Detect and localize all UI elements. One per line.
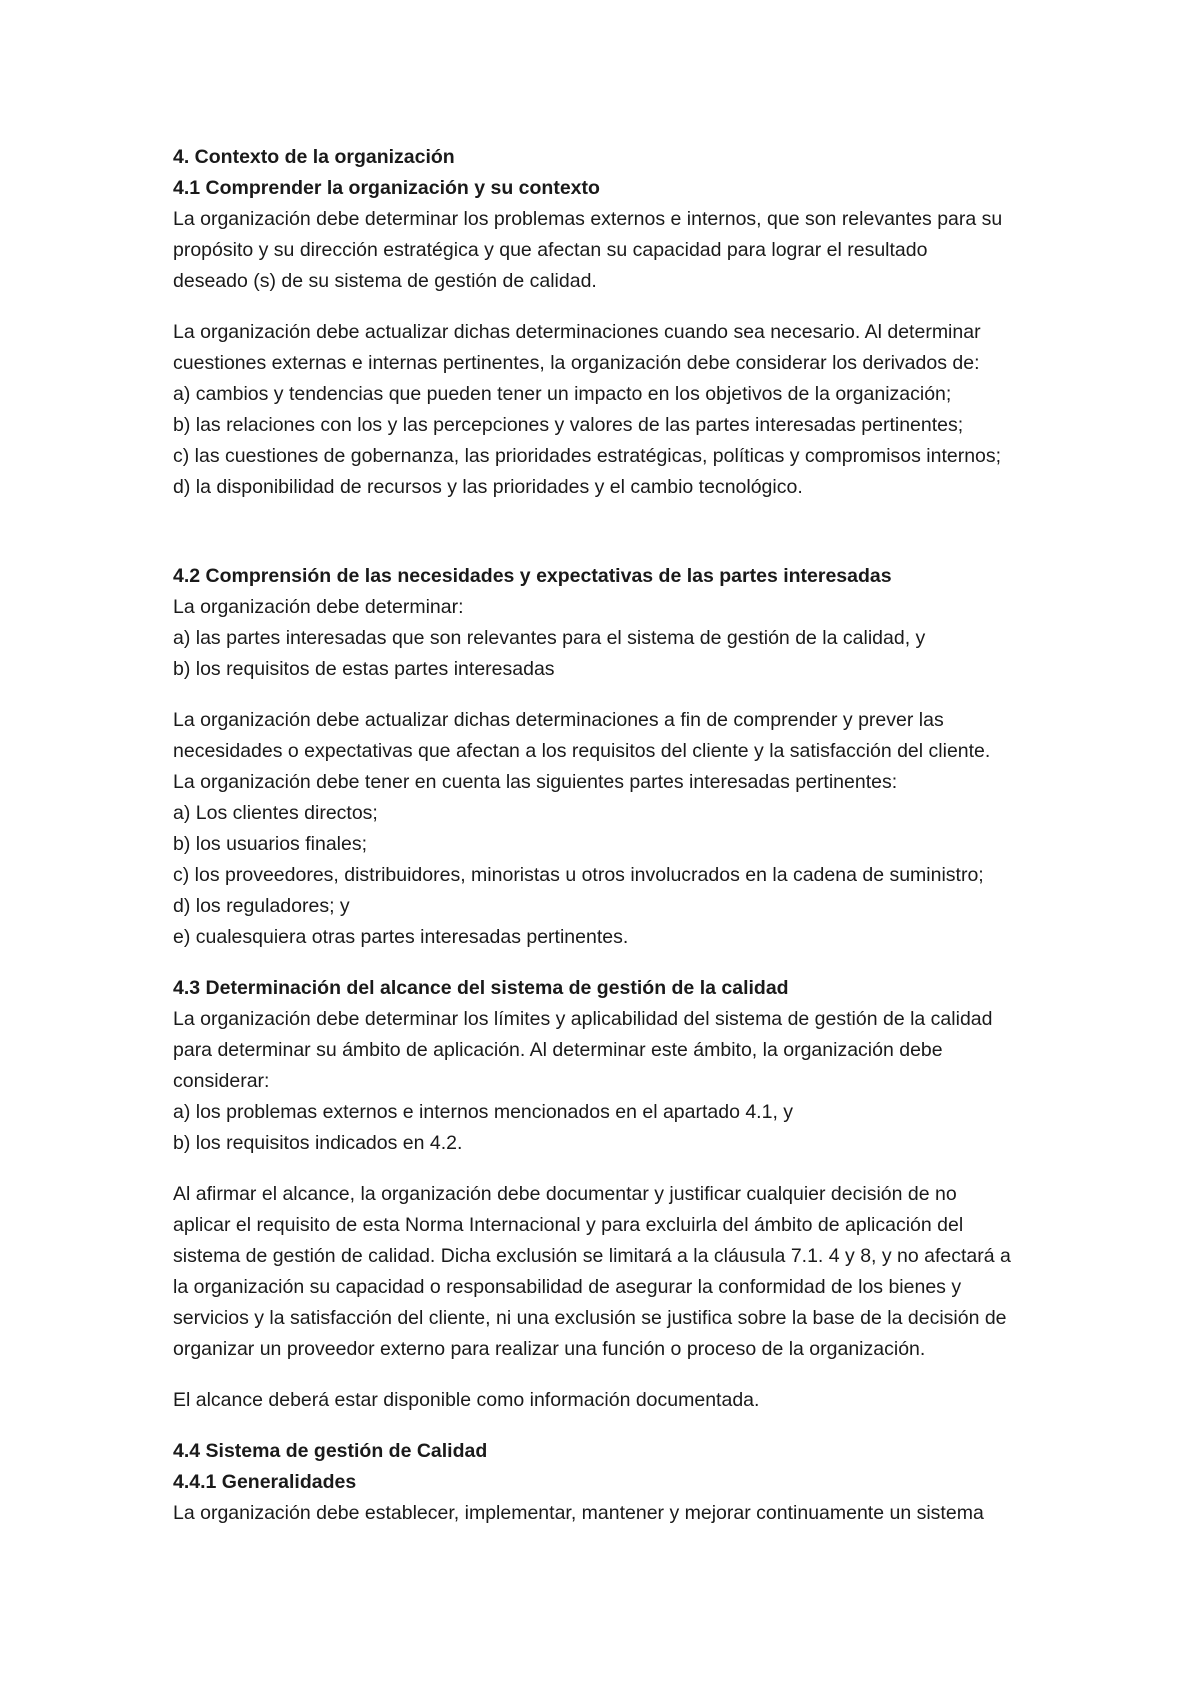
paragraph-line: La organización debe tener en cuenta las siguientes partes interesadas pertinentes: <box>173 771 898 793</box>
paragraph-line: La organización debe determinar los problemas externos e internos, que son relevantes para su <box>173 208 1003 230</box>
paragraph-line: La organización debe determinar los límites y aplicabilidad del sistema de gestión de la calidad <box>173 1008 993 1030</box>
paragraph-line: La organización debe actualizar dichas determinaciones cuando sea necesario. Al determinar <box>173 321 981 343</box>
paragraph-line: deseado (s) de su sistema de gestión de calidad. <box>173 270 597 292</box>
list-item: b) las relaciones con los y las percepciones y valores de las partes interesadas pertinentes; <box>173 414 964 436</box>
paragraph-line: aplicar el requisito de esta Norma Internacional y para excluirla del ámbito de aplicación del <box>173 1214 964 1236</box>
paragraph-line: La organización debe actualizar dichas determinaciones a fin de comprender y prever las <box>173 709 944 731</box>
list-item: a) los problemas externos e internos mencionados en el apartado 4.1, y <box>173 1101 794 1123</box>
heading-section-4: 4. Contexto de la organización <box>173 146 455 168</box>
paragraph-line: necesidades o expectativas que afectan a los requisitos del cliente y la satisfacción del cliente. <box>173 740 991 762</box>
list-item: b) los usuarios finales; <box>173 833 368 855</box>
paragraph-line: cuestiones externas e internas pertinentes, la organización debe considerar los derivados de: <box>173 352 980 374</box>
heading-4-1: 4.1 Comprender la organización y su contexto <box>173 177 600 199</box>
list-item: d) los reguladores; y <box>173 895 350 917</box>
paragraph-line: Al afirmar el alcance, la organización debe documentar y justificar cualquier decisión de no <box>173 1183 957 1205</box>
list-item: a) cambios y tendencias que pueden tener un impacto en los objetivos de la organización; <box>173 383 952 405</box>
paragraph-line: La organización debe establecer, implementar, mantener y mejorar continuamente un sistema <box>173 1502 984 1524</box>
paragraph-line: organizar un proveedor externo para realizar una función o proceso de la organización. <box>173 1338 926 1360</box>
list-item: c) los proveedores, distribuidores, minoristas u otros involucrados en la cadena de suministro; <box>173 864 984 886</box>
list-item: c) las cuestiones de gobernanza, las prioridades estratégicas, políticas y compromisos internos; <box>173 445 1002 467</box>
heading-4-3: 4.3 Determinación del alcance del sistema de gestión de la calidad <box>173 977 789 999</box>
paragraph-line: La organización debe determinar: <box>173 596 464 618</box>
list-item: a) las partes interesadas que son relevantes para el sistema de gestión de la calidad, y <box>173 627 926 649</box>
paragraph-line: El alcance deberá estar disponible como información documentada. <box>173 1389 760 1411</box>
paragraph-line: la organización su capacidad o responsabilidad de asegurar la conformidad de los bienes y <box>173 1276 962 1298</box>
paragraph-line: servicios y la satisfacción del cliente, ni una exclusión se justifica sobre la base de la decisión de <box>173 1307 1007 1329</box>
list-item: b) los requisitos de estas partes interesadas <box>173 658 555 680</box>
heading-4-4: 4.4 Sistema de gestión de Calidad <box>173 1440 488 1462</box>
paragraph-line: para determinar su ámbito de aplicación. Al determinar este ámbito, la organización debe <box>173 1039 943 1061</box>
list-item: e) cualesquiera otras partes interesadas pertinentes. <box>173 926 629 948</box>
heading-4-2: 4.2 Comprensión de las necesidades y expectativas de las partes interesadas <box>173 565 892 587</box>
list-item: b) los requisitos indicados en 4.2. <box>173 1132 463 1154</box>
heading-4-4-1: 4.4.1 Generalidades <box>173 1471 357 1493</box>
list-item: a) Los clientes directos; <box>173 802 378 824</box>
paragraph-line: sistema de gestión de calidad. Dicha exclusión se limitará a la cláusula 7.1. 4 y 8, y no afectará a <box>173 1245 1011 1267</box>
list-item: d) la disponibilidad de recursos y las prioridades y el cambio tecnológico. <box>173 476 803 498</box>
paragraph-line: considerar: <box>173 1070 270 1092</box>
paragraph-line: propósito y su dirección estratégica y que afectan su capacidad para lograr el resultado <box>173 239 928 261</box>
